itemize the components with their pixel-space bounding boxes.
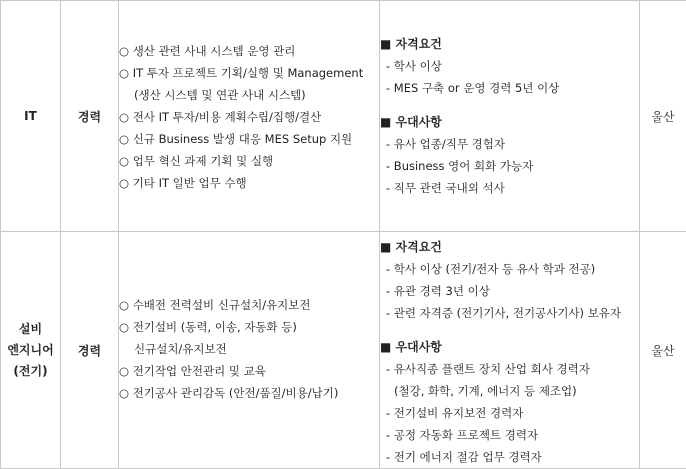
duty-item: ○ 전기공사 관리감독 (안전/품질/비용/납기) (119, 382, 379, 404)
preferred-item: - 직무 관련 국내외 석사 (380, 177, 639, 199)
employment-type-cell (61, 232, 119, 469)
employment-type-cell (61, 1, 119, 232)
duty-item: ○ 전기작업 안전관리 및 교육 (119, 360, 379, 382)
duty-item: ○ 전기설비 (동력, 이송, 자동화 등) (119, 316, 379, 338)
employment-type-label: 경력 (78, 344, 101, 358)
duty-item: ○ 생산 관련 사내 시스템 운영 관리 (119, 40, 379, 62)
requirements-heading: ■ 자격요건 (380, 33, 639, 55)
requirement-item: - 학사 이상 (380, 55, 639, 77)
location-cell (640, 232, 686, 469)
requirement-item: - 유관 경력 3년 이상 (380, 280, 639, 302)
preferred-heading: ■ 우대사항 (380, 111, 639, 133)
preferred-item: - 전기설비 유지보전 경력자 (380, 402, 639, 424)
duty-item: ○ IT 투자 프로젝트 기획/실행 및 Management (119, 62, 379, 84)
preferred-item: - Business 영어 회화 가능자 (380, 155, 639, 177)
department-label: IT (1, 106, 60, 127)
requirement-item: - MES 구축 or 운영 경력 5년 이상 (380, 77, 639, 99)
duty-item-sub: 신규설치/유지보전 (119, 338, 379, 360)
requirements-cell (380, 232, 640, 469)
requirements-heading: ■ 자격요건 (380, 236, 639, 258)
preferred-item: - 공정 자동화 프로젝트 경력자 (380, 424, 639, 446)
requirement-item: - 관련 자격증 (전기기사, 전기공사기사) 보유자 (380, 302, 639, 324)
location-label: 울산 (651, 110, 674, 124)
duties-cell (119, 1, 380, 232)
table-row-facility-engineer (1, 232, 686, 469)
employment-type-label: 경력 (78, 110, 101, 124)
duty-item: ○ 신규 Business 발생 대응 MES Setup 지원 (119, 128, 379, 150)
preferred-item: - 유사직종 플랜트 장치 산업 회사 경력자 (380, 358, 639, 380)
duty-item: ○ 기타 IT 일반 업무 수행 (119, 172, 379, 194)
department-cell (1, 232, 61, 469)
table-row-it (1, 1, 686, 232)
duty-item: ○ 전사 IT 투자/비용 계획수립/집행/결산 (119, 106, 379, 128)
requirement-item: - 학사 이상 (전기/전자 등 유사 학과 전공) (380, 258, 639, 280)
preferred-item: - 전기 에너지 절감 업무 경력자 (380, 446, 639, 468)
duty-item: ○ 업무 혁신 과제 기획 및 실행 (119, 150, 379, 172)
department-label-line: (전기) (1, 361, 60, 382)
preferred-item-sub: (철강, 화학, 기계, 에너지 등 제조업) (380, 380, 639, 402)
duty-item: ○ 수배전 전력설비 신규설치/유지보전 (119, 294, 379, 316)
location-cell (640, 1, 686, 232)
duty-item-sub: (생산 시스템 및 연관 사내 시스템) (119, 84, 379, 106)
department-cell (1, 1, 61, 232)
duties-cell (119, 232, 380, 469)
department-label-line: 엔지니어 (1, 340, 60, 361)
preferred-heading: ■ 우대사항 (380, 336, 639, 358)
preferred-item: - 유사 업종/직무 경험자 (380, 133, 639, 155)
department-label-line: 설비 (1, 319, 60, 340)
requirements-cell (380, 1, 640, 232)
location-label: 울산 (651, 344, 674, 358)
